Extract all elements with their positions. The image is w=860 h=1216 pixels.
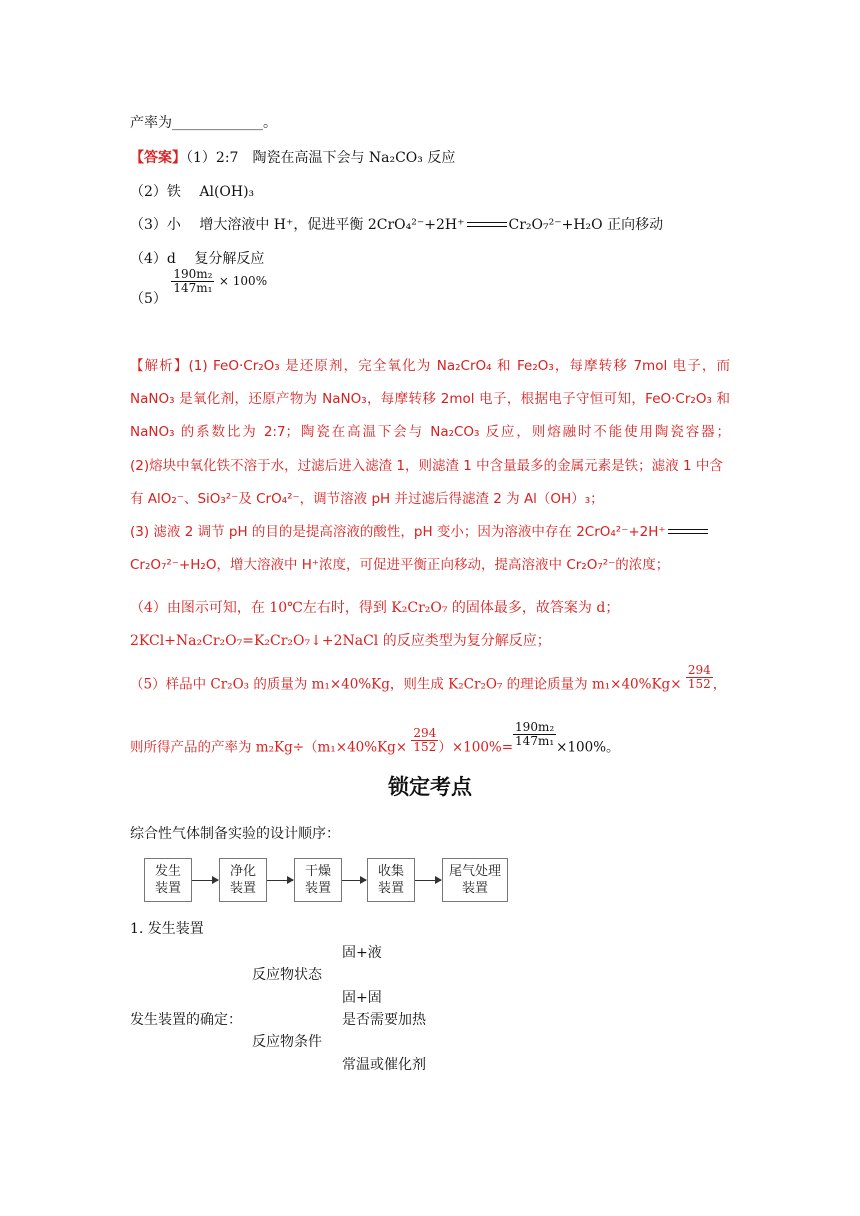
tree-leaf-solid-solid: 固+固 xyxy=(342,990,382,1006)
tree-leaf-solid-liquid: 固+液 xyxy=(342,945,382,961)
analysis-3-pre: (3) 滤液 2 调节 pH 的目的是提高溶液的酸性，pH 变小；因为溶液中存在 2CrO₄²⁻+2H⁺ xyxy=(130,524,666,540)
fraction-denominator: 147m₁ xyxy=(173,280,213,295)
flow-arrow-3 xyxy=(342,880,366,881)
analysis-5-post: ， xyxy=(712,676,727,693)
analysis-paragraph-2: (2)熔块中氧化铁不溶于水，过滤后进入滤渣 1，则滤渣 1 中含量最多的金属元素是铁；滤液 1 中含有 AlO₂⁻、SiO₃²⁻及 CrO₄²⁻，调节溶液 pH 并过滤后得滤渣 2 为 Al（OH）₃； xyxy=(130,458,723,507)
answer-label: 【答案】 xyxy=(130,150,186,166)
answer-line-3 xyxy=(130,214,663,234)
answer-3-pre: （3）小 增大溶液中 H⁺，促进平衡 2CrO₄²⁻+2H⁺ xyxy=(130,217,465,233)
flow-box-drying: 干燥 装置 xyxy=(294,858,342,902)
equilibrium-arrow-2 xyxy=(668,528,708,536)
analysis-3-post: Cr₂O₇²⁻+H₂O，增大溶液中 H⁺浓度，可促进平衡正向移动，提高溶液中 Cr₂O₇²⁻的浓度； xyxy=(130,557,670,573)
answer-1: （1）2:7 陶瓷在高温下会与 Na₂CO₃ 反应 xyxy=(186,150,456,166)
flow-box-tail-gas: 尾气处理 装置 xyxy=(442,858,508,902)
section-title: 锁定考点 xyxy=(388,775,472,799)
fraction-numerator: 294 xyxy=(413,726,437,740)
fraction-denominator: 152 xyxy=(413,739,437,754)
yield-blank: _____________ xyxy=(172,115,263,131)
tree-leaf-heating: 是否需要加热 xyxy=(342,1012,426,1028)
fraction-denominator: 152 xyxy=(687,676,711,691)
item-1-heading: 1. 发生装置 xyxy=(130,921,204,937)
answer-line-1 xyxy=(130,147,455,167)
analysis-paragraph-5 xyxy=(130,663,727,698)
yield-text: 产率为 xyxy=(130,115,172,131)
flow-box-collection: 收集 装置 xyxy=(367,858,415,902)
section-title-wrap xyxy=(0,771,860,801)
analysis-6-fraction-1 xyxy=(411,727,438,753)
fraction-denominator: 147m₁ xyxy=(515,733,555,748)
answer-3-post: Cr₂O₇²⁻+H₂O 正向移动 xyxy=(508,217,664,233)
flow-arrow-2 xyxy=(267,880,293,881)
analysis-4a: （4）由图示可知，在 10℃左右时，得到 K₂Cr₂O₇ 的固体最多，故答案为 d； xyxy=(130,600,620,616)
fraction-numerator: 294 xyxy=(687,663,711,677)
answer-5-label: （5） xyxy=(130,291,167,308)
tree-branch-reactant-state: 反应物状态 xyxy=(252,967,322,983)
analysis-6-pre: 则所得产品的产率为 m₂Kg÷（m₁×40%Kg× xyxy=(130,739,408,756)
analysis-paragraph-1: 【解析】(1) FeO·Cr₂O₃ 是还原剂，完全氧化为 Na₂CrO₄ 和 Fe₂O₃，每摩转移 7mol 电子，而 NaNO₃ 是氧化剂，还原产物为 NaNO₃，每摩转移 2mol 电子，根据电子守恒可知，FeO·Cr₂O₃ 和 NaNO₃ 的系数比为 2:7；陶瓷在高温下会与 Na₂CO₃ 反应，则熔融时不能使用陶瓷容器； xyxy=(130,358,730,440)
flow-arrow-1 xyxy=(192,880,218,881)
intro-text: 综合性气体制备实验的设计顺序： xyxy=(130,826,340,842)
analysis-paragraph-6 xyxy=(130,720,620,761)
tree-leaf-room-temp-catalyst: 常温或催化剂 xyxy=(342,1057,426,1073)
analysis-6-post: ×100%。 xyxy=(556,739,620,756)
analysis-5-fraction xyxy=(686,664,713,690)
analysis-6-fraction-2 xyxy=(513,721,556,747)
analysis-6-mid: ）×100%= xyxy=(438,739,514,756)
analysis-5-pre: （5）样品中 Cr₂O₃ 的质量为 m₁×40%Kg，则生成 K₂Cr₂O₇ 的理论质量为 m₁×40%Kg× xyxy=(130,676,682,693)
yield-period: 。 xyxy=(263,115,277,131)
flow-arrow-4 xyxy=(415,880,441,881)
answer-5-fraction xyxy=(171,268,214,294)
fraction-numerator: 190m₂ xyxy=(515,720,555,734)
tree-branch-reaction-condition: 反应物条件 xyxy=(252,1034,322,1050)
analysis-4b: 2KCl+Na₂Cr₂O₇=K₂Cr₂O₇↓+2NaCl 的反应类型为复分解反应； xyxy=(130,633,551,649)
fraction-numerator: 190m₂ xyxy=(173,267,213,281)
answer-line-5 xyxy=(130,267,268,308)
yield-question-line xyxy=(130,112,277,132)
analysis-paragraph-3 xyxy=(130,516,730,582)
flow-box-generation: 发生 装置 xyxy=(144,858,192,902)
answer-5-tail: × 100% xyxy=(218,274,268,289)
equilibrium-arrow xyxy=(467,221,507,229)
flow-box-purification: 净化 装置 xyxy=(219,858,267,902)
answer-4: （4）d 复分解反应 xyxy=(130,251,265,267)
tree-root: 发生装置的确定： xyxy=(130,1012,242,1028)
answer-2: （2）铁 Al(OH)₃ xyxy=(130,184,255,200)
